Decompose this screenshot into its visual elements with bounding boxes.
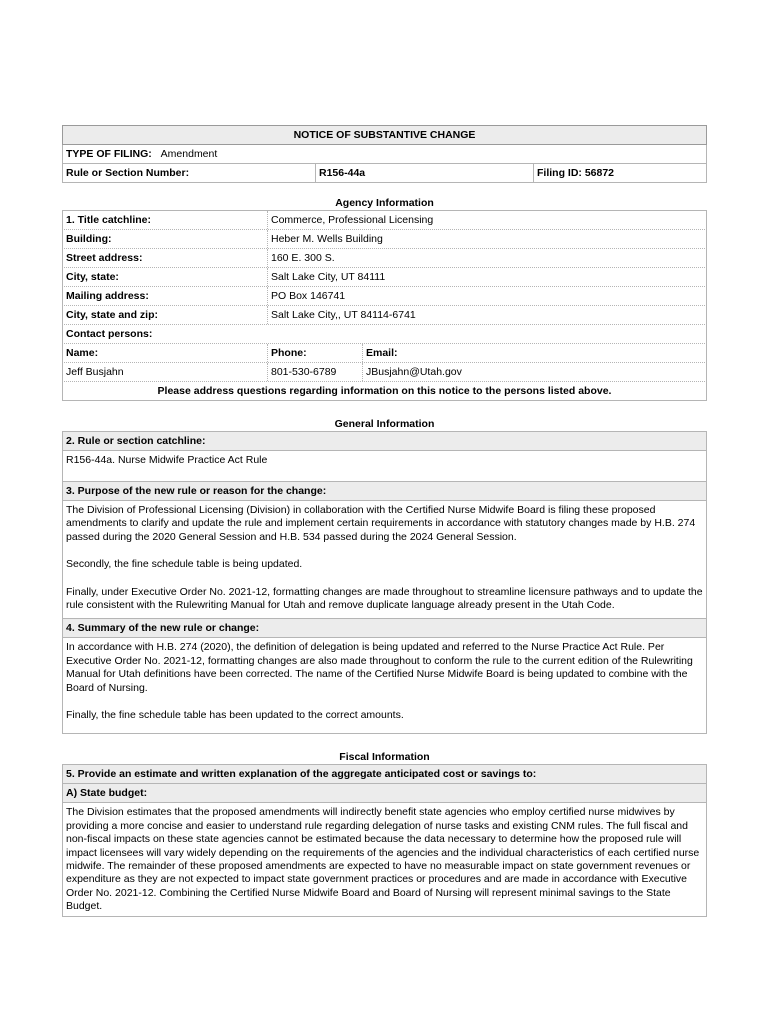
agency-row-label: City, state: xyxy=(63,268,268,286)
contact-persons-row xyxy=(62,325,707,344)
q3-label-row xyxy=(62,482,707,501)
state-budget-text: The Division estimates that the proposed amendments will indirectly benefit state agencies who employ certified nurse midwives by providing a more concise and easier to understand rule regarding delegation of nurse tasks and existing CNM rules. The full fiscal and non-fiscal impacts on these state agencies cannot be estimated because the data necessary to determine how the proposed rule will impact licensees will vary widely depending on the requirements of the agencies and the individual characteristics of each certified nurse midwife. The remainder of these proposed amendments are expected to have no measurable impact on state government revenues or expenditure as they are not expected to impact state government practices or procedures and are made in accordance with Executive Order No. 2021-12. Combining the Certified Nurse Midwife Board and Board of Nursing will represent minimal savings to the State Budget. xyxy=(66,806,700,913)
agency-row-label: Mailing address: xyxy=(63,287,268,305)
agency-row-value: PO Box 146741 xyxy=(271,290,346,302)
q3-body xyxy=(62,501,707,619)
agency-section-title: Agency Information xyxy=(335,197,434,209)
contact-name-header: Name: xyxy=(63,344,268,362)
filing-id: Filing ID: 56872 xyxy=(537,167,615,179)
agency-row xyxy=(62,287,707,306)
agency-row-value: Heber M. Wells Building xyxy=(271,233,383,245)
contact-header-row xyxy=(62,344,707,363)
q5-label: 5. Provide an estimate and written explanation of the aggregate anticipated cost or savings to: xyxy=(66,768,537,781)
type-of-filing-row xyxy=(62,145,707,164)
contact-row xyxy=(62,363,707,382)
q3-paragraph: The Division of Professional Licensing (Division) in collaboration with the Certified Nurse Midwife Board is filing these proposed amendments to clarify and update the rule and implement certain requirements in accordance with statutory changes made by H.B. 274 passed during the 2020 General Session and H.B. 534 passed during the 2024 General Session. xyxy=(66,504,696,543)
q2-value: R156-44a. Nurse Midwife Practice Act Rule xyxy=(66,454,268,466)
agency-row xyxy=(62,230,707,249)
q4-label: 4. Summary of the new rule or change: xyxy=(66,622,260,635)
rule-number-value: R156-44a xyxy=(316,164,534,182)
agency-row xyxy=(62,249,707,268)
notice-title: NOTICE OF SUBSTANTIVE CHANGE xyxy=(62,125,707,145)
agency-info-table xyxy=(62,210,707,401)
agency-row-value: Salt Lake City, UT 84111 xyxy=(271,271,386,283)
agency-row xyxy=(62,268,707,287)
state-budget-label: A) State budget: xyxy=(66,787,148,800)
general-section-title: General Information xyxy=(334,418,435,430)
q2-label: 2. Rule or section catchline: xyxy=(66,435,206,447)
agency-row xyxy=(62,211,707,230)
q2-value-row xyxy=(62,451,707,482)
agency-row-value: Commerce, Professional Licensing xyxy=(271,214,434,226)
type-of-filing-label: TYPE OF FILING: xyxy=(66,148,152,160)
agency-row-label: 1. Title catchline: xyxy=(63,211,268,229)
agency-row xyxy=(62,306,707,325)
q4-paragraph: In accordance with H.B. 274 (2020), the definition of delegation is being updated and referred to the Nurse Practice Act Rule. Per Executive Order No. 2021-12, formatting changes are also made throughout to conform the rule to the current edition of the Rulewriting Manual for Utah definitions have been corrected. The name of the Certified Nurse Midwife Board is being updated to combine with the Board of Nursing. xyxy=(66,641,693,694)
rule-number-row xyxy=(62,164,707,183)
agency-row-label: Building: xyxy=(63,230,268,248)
rule-number-label: Rule or Section Number: xyxy=(63,164,316,182)
contact-phone-header: Phone: xyxy=(268,344,363,362)
q4-paragraph: Finally, the fine schedule table has been updated to the correct amounts. xyxy=(66,709,404,722)
q3-paragraph: Finally, under Executive Order No. 2021-12, formatting changes are made throughout to streamline licensure pathways and to update the rule consistent with the Rulewriting Manual for Utah and remove duplicate language already present in the Utah Code. xyxy=(66,585,703,612)
q4-body xyxy=(62,638,707,734)
contact-note-row xyxy=(62,382,707,401)
q2-label-row xyxy=(62,432,707,451)
fiscal-section-title: Fiscal Information xyxy=(339,751,430,764)
agency-row-label: City, state and zip: xyxy=(63,306,268,324)
q3-label: 3. Purpose of the new rule or reason for the change: xyxy=(66,485,327,497)
type-of-filing-value: Amendment xyxy=(160,148,218,160)
agency-row-value: 160 E. 300 S. xyxy=(271,252,335,264)
q5-label-row xyxy=(62,765,707,784)
contact-note: Please address questions regarding information on this notice to the persons listed above. xyxy=(157,385,612,397)
agency-row-value: Salt Lake City,, UT 84114-6741 xyxy=(271,309,416,321)
agency-row-label: Street address: xyxy=(63,249,268,267)
state-budget-body xyxy=(62,803,707,916)
q4-label-row xyxy=(62,619,707,638)
q3-paragraph: Secondly, the fine schedule table is being updated. xyxy=(66,558,303,571)
general-info-table xyxy=(62,431,707,734)
contact-phone: 801-530-6789 xyxy=(268,363,363,381)
contact-email: JBusjahn@Utah.gov xyxy=(366,366,462,378)
state-budget-label-row xyxy=(62,784,707,803)
contact-name: Jeff Busjahn xyxy=(63,363,268,381)
notice-form xyxy=(62,125,707,917)
fiscal-info-table xyxy=(62,764,707,916)
contact-persons-label: Contact persons: xyxy=(66,328,153,340)
contact-email-header: Email: xyxy=(366,347,398,359)
